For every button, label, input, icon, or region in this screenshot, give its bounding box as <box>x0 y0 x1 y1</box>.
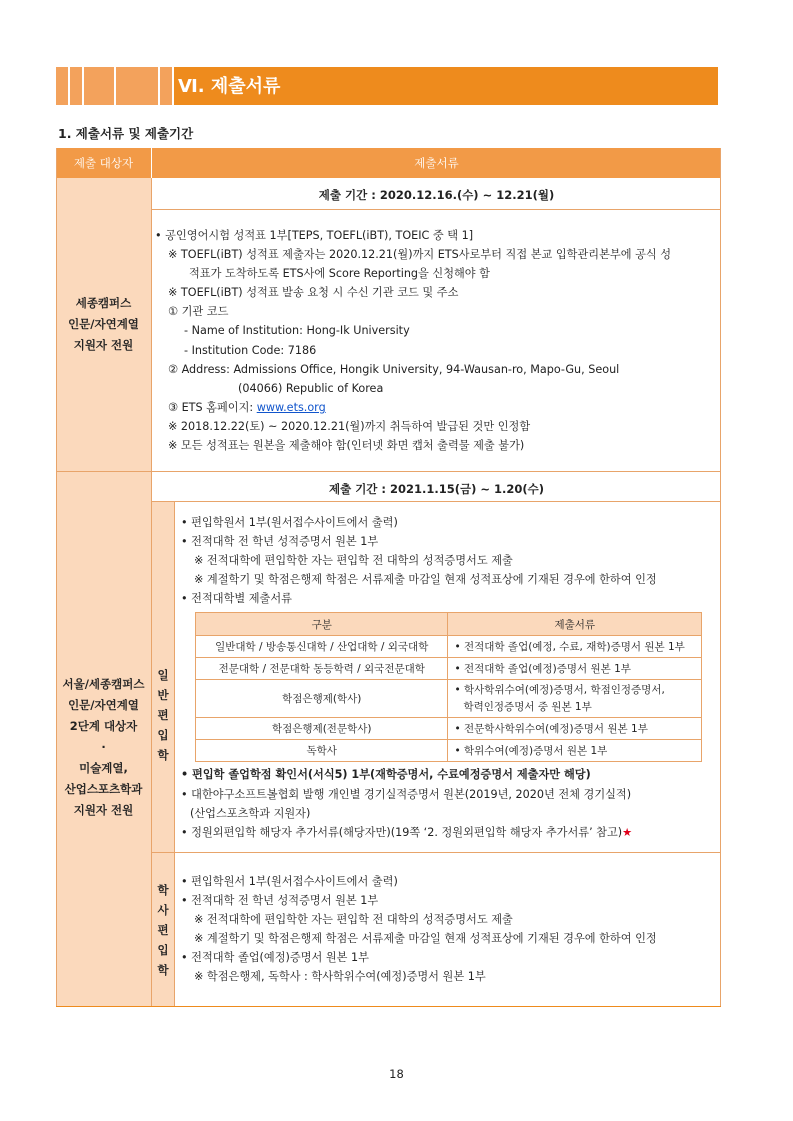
bachelor-label-char: 학 <box>157 963 169 977</box>
row2-target-line: 지원자 전원 <box>73 803 134 817</box>
banner-decor-block <box>160 67 172 105</box>
general-label-char: 편 <box>157 707 169 722</box>
divider <box>151 178 152 1007</box>
general-after-line: • 대한야구소프트볼협회 발행 개인별 경기실적증명서 원본(2019년, 2020년 전체 경기실적) <box>181 788 632 801</box>
divider <box>152 209 721 210</box>
bachelor-line: ※ 학점은행제, 독학사 : 학사학위수여(예정)증명서 원본 1부 <box>194 970 486 983</box>
row1-line: ※ TOEFL(iBT) 성적표 제출자는 2020.12.21(월)까지 ETS사로부터 직접 본교 입학관리본부에 공식 성 <box>168 248 672 261</box>
row2-target <box>56 472 151 1112</box>
inner-cell-line: 학력인정증명서 중 원본 1부 <box>463 700 592 713</box>
star-icon: ★ <box>622 826 633 839</box>
row1-line: - Name of Institution: Hong-Ik University <box>184 324 410 337</box>
header-target: 제출 대상자 <box>56 148 151 178</box>
general-line: • 전적대학별 제출서류 <box>181 592 292 605</box>
section-title: 1. 제출서류 및 제출기간 <box>58 126 194 141</box>
banner-decor-block <box>70 67 82 105</box>
general-label-char: 입 <box>157 727 169 742</box>
row1-target <box>56 178 151 471</box>
inner-cell: • 전문학사학위수여(예정)증명서 원본 1부 <box>448 718 702 740</box>
section-banner <box>56 67 718 105</box>
bachelor-label-char: 편 <box>157 923 169 937</box>
general-line: ※ 전적대학에 편입학한 자는 편입학 전 대학의 성적증명서도 제출 <box>194 554 513 567</box>
bachelor-label-char: 입 <box>157 943 169 957</box>
transcript-requirements-table <box>195 612 702 762</box>
general-label-char: 일 <box>157 667 169 682</box>
row2-target-line: 인문/자연계열 <box>68 698 139 712</box>
inner-cell: 학점은행제(학사) <box>196 680 448 718</box>
row1-line: ※ 2018.12.22(토) ~ 2020.12.21(월)까지 취득하여 발급된 것만 인정함 <box>168 420 531 433</box>
divider <box>152 852 721 853</box>
row1-target-line: 세종캠퍼스 <box>75 296 132 310</box>
divider <box>152 501 721 502</box>
ets-label: ③ ETS 홈페이지: <box>168 401 257 414</box>
row1-line: ※ 모든 성적표는 원본을 제출해야 함(인터넷 화면 캡처 출력물 제출 불가) <box>168 439 525 452</box>
page-number: 18 <box>389 1067 404 1081</box>
inner-cell-line: • 학사학위수여(예정)증명서, 학점인정증명서, <box>454 683 665 696</box>
row1-line: (04066) Republic of Korea <box>238 382 384 395</box>
row1-line: 적표가 도착하도록 ETS사에 Score Reporting을 신청해야 함 <box>189 267 490 280</box>
general-label-char: 학 <box>157 747 169 762</box>
row2-target-line: 산업스포츠학과 <box>64 782 143 796</box>
bachelor-line: • 편입학원서 1부(원서접수사이트에서 출력) <box>181 875 398 888</box>
divider <box>56 148 57 1007</box>
inner-cell: • 전적대학 졸업(예정, 수료, 재학)증명서 원본 1부 <box>448 636 702 658</box>
general-after-line-star <box>181 823 632 842</box>
inner-cell: • 전적대학 졸업(예정)증명서 원본 1부 <box>448 658 702 680</box>
general-line: ※ 계절학기 및 학점은행제 학점은 서류제출 마감일 현재 성적표상에 기재된 경우에 한하여 인정 <box>194 573 657 586</box>
banner-decor-block <box>56 67 68 105</box>
inner-cell: 학점은행제(전문학사) <box>196 718 448 740</box>
banner-decor-block <box>84 67 114 105</box>
row2-period: 제출 기간 : 2021.1.15(금) ~ 1.20(수) <box>328 482 545 496</box>
bachelor-line: ※ 계절학기 및 학점은행제 학점은 서류제출 마감일 현재 성적표상에 기재된 경우에 한하여 인정 <box>194 932 657 945</box>
row1-line: ② Address: Admissions Office, Hongik University, 94-Wausan-ro, Mapo-Gu, Seoul <box>168 363 620 376</box>
row1-line: ① 기관 코드 <box>168 305 229 318</box>
bachelor-line: • 전적대학 전 학년 성적증명서 원본 1부 <box>181 894 379 907</box>
banner-decor-block <box>116 67 158 105</box>
banner-title: Ⅵ. 제출서류 <box>178 76 281 97</box>
general-after-line: • 편입학 졸업학점 확인서(서식5) 1부(재학증명서, 수료예정증명서 제출자만 해당) <box>181 768 591 781</box>
row2-target-line: 미술계열, <box>79 761 128 775</box>
inner-header: 구분 <box>196 613 448 636</box>
table-bottom-border <box>56 1006 721 1007</box>
bachelor-label <box>152 853 174 1007</box>
general-line: • 편입학원서 1부(원서접수사이트에서 출력) <box>181 516 398 529</box>
inner-header: 제출서류 <box>448 613 702 636</box>
header-documents: 제출서류 <box>152 148 721 178</box>
inner-cell: 일반대학 / 방송통신대학 / 산업대학 / 외국대학 <box>196 636 448 658</box>
row1-target-line: 지원자 전원 <box>73 338 134 352</box>
bachelor-label-char: 사 <box>157 903 169 917</box>
row1-line-ets <box>168 398 326 417</box>
row2-target-line: 서울/세종캠퍼스 <box>62 677 145 691</box>
inner-cell-multiline <box>448 680 702 718</box>
bachelor-label-char: 학 <box>157 883 169 897</box>
row1-target-line: 인문/자연계열 <box>68 317 139 331</box>
row1-line: ※ TOEFL(iBT) 성적표 발송 요청 시 수신 기관 코드 및 주소 <box>168 286 459 299</box>
divider <box>56 471 721 472</box>
divider <box>720 148 721 1007</box>
inner-cell: • 학위수여(예정)증명서 원본 1부 <box>448 740 702 762</box>
inner-cell: 전문대학 / 전문대학 동등학력 / 외국전문대학 <box>196 658 448 680</box>
general-label-char: 반 <box>157 687 169 702</box>
inner-cell: 독학사 <box>196 740 448 762</box>
general-after-line: • 정원외편입학 해당자 추가서류(해당자만)(19쪽 ‘2. 정원외편입학 해당자 추가서류’ 참고) <box>181 826 623 839</box>
row1-line: - Institution Code: 7186 <box>184 344 317 357</box>
row1-period: 제출 기간 : 2020.12.16.(수) ~ 12.21(월) <box>318 188 555 202</box>
general-line: • 전적대학 전 학년 성적증명서 원본 1부 <box>181 535 379 548</box>
ets-link[interactable]: www.ets.org <box>256 401 326 414</box>
row2-target-line: 2단계 대상자 <box>69 719 138 733</box>
bachelor-line: ※ 전적대학에 편입학한 자는 편입학 전 대학의 성적증명서도 제출 <box>194 913 513 926</box>
row1-line: • 공인영어시험 성적표 1부[TEPS, TOEFL(iBT), TOEIC 중 택 1] <box>155 229 474 242</box>
row2-target-line: · <box>101 740 106 754</box>
general-after-line: (산업스포츠학과 지원자) <box>190 807 311 820</box>
bachelor-line: • 전적대학 졸업(예정)증명서 원본 1부 <box>181 951 369 964</box>
divider <box>174 502 175 1007</box>
